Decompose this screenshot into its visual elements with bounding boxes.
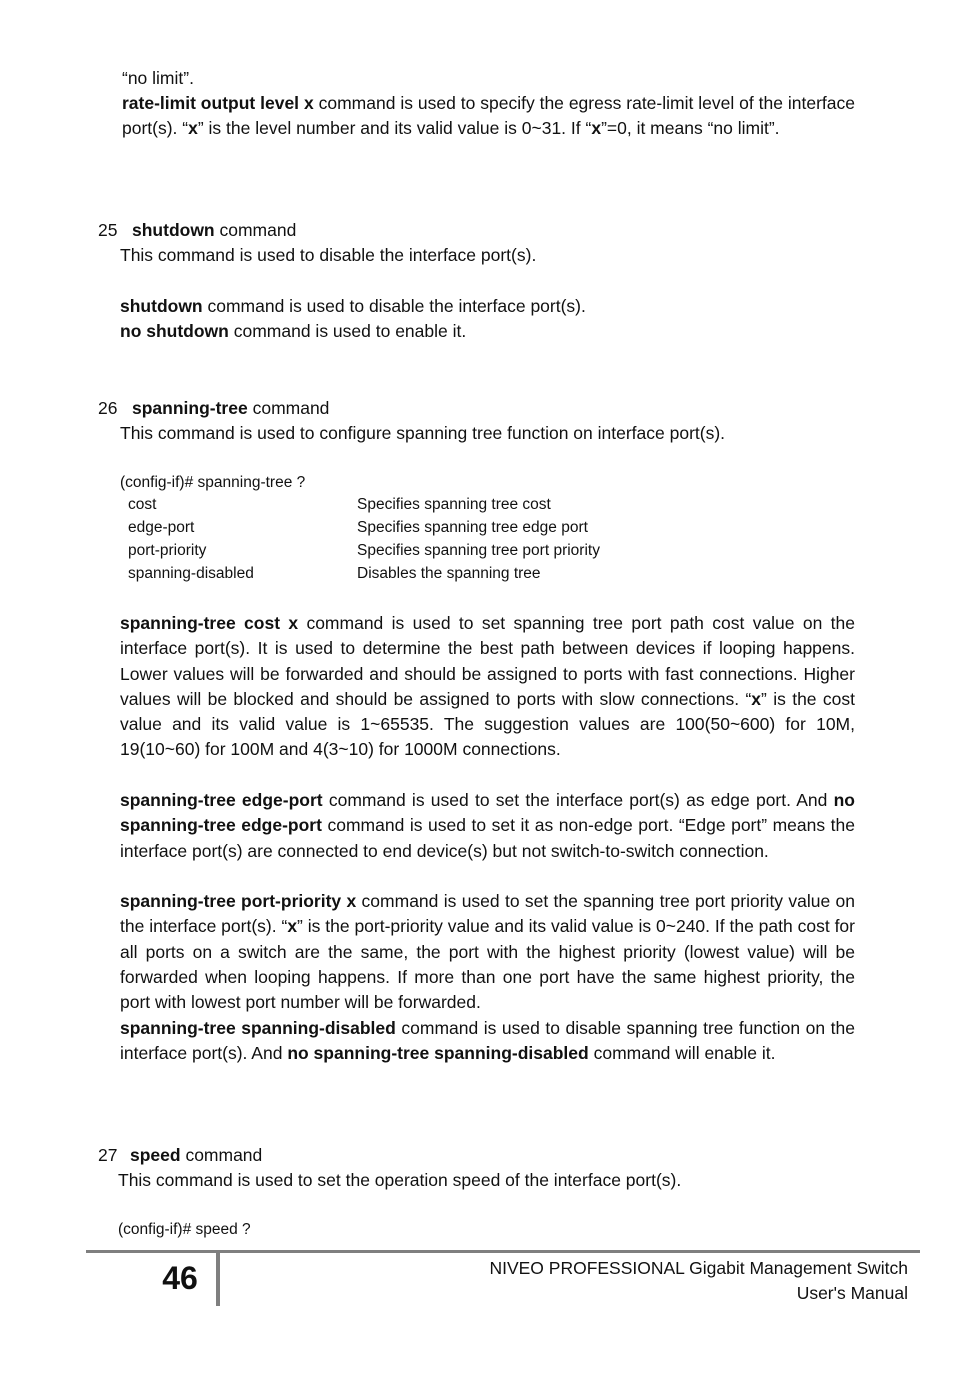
- footer-document-type: User's Manual: [796, 1283, 908, 1303]
- rate-limit-output-paragraph: rate-limit output level x command is used to specify the egress rate-limit level of the interface port(s). “x” is the level number and its valid value is 0~31. If “x”=0, it means “no limit”.: [122, 93, 855, 139]
- port-priority-paragraph: spanning-tree port-priority x command is used to set the spanning tree port priority value on the interface port(s). “x” is the port-priority value and its valid value is 0~240. If the path cost for all ports on a switch are the same, the port with the highest priority (lowest value) will be forwarded when looping happens. If more than one port have the same highest priority, the port with lowest port number will be forwarded.: [120, 891, 856, 1013]
- section-26-description: This command is used to configure spanning tree function on interface port(s).: [120, 423, 726, 443]
- section-27-description: This command is used to set the operation speed of the interface port(s).: [118, 1170, 682, 1190]
- footer-product-name: NIVEO PROFESSIONAL Gigabit Management Switch: [489, 1258, 908, 1278]
- section-26-heading: 26 spanning-tree command: [98, 398, 330, 418]
- footer-vertical-bar: [216, 1253, 220, 1306]
- rate-limit-output-keyword: rate-limit output level x: [122, 93, 314, 113]
- spanning-tree-prompt: (config-if)# spanning-tree ?: [120, 474, 306, 491]
- footer-title: [489, 1256, 908, 1306]
- option-row: port-priority Specifies spanning tree port priority: [128, 542, 600, 559]
- cost-paragraph: spanning-tree cost x command is used to set spanning tree port path cost value on the interface port(s). It is used to determine the best path between devices if looping happens. Lower values will be forwarded and should be assigned to ports with fast connections. Higher values will be blocked and should be assigned to ports with slow connections. “x” is the cost value and its valid value is 1~65535. The suggestion values are 100(50~600) for 10M, 19(10~60) for 100M and 4(3~10) for 1000M connections.: [120, 613, 855, 760]
- option-row: edge-port Specifies spanning tree edge port: [128, 519, 588, 536]
- edge-port-paragraph: spanning-tree edge-port command is used to set the interface port(s) as edge port. And no spanning-tree edge-port command is used to set it as non-edge port. “Edge port” means the interface port(s) are connected to end device(s) but not switch-to-switch connection.: [120, 790, 855, 861]
- spanning-disabled-paragraph: spanning-tree spanning-disabled command is used to disable spanning tree function on the interface port(s). And no spanning-tree spanning-disabled command will enable it.: [120, 1018, 855, 1064]
- section-27-heading: 27 speed command: [98, 1145, 263, 1165]
- section-25-heading: 25 shutdown command: [98, 220, 297, 240]
- section-25-description: This command is used to disable the interface port(s).: [120, 245, 537, 265]
- footer-divider: [86, 1250, 920, 1253]
- option-row: cost Specifies spanning tree cost: [128, 496, 551, 513]
- shutdown-line: shutdown command is used to disable the interface port(s).: [120, 296, 586, 316]
- option-row: spanning-disabled Disables the spanning tree: [128, 565, 541, 582]
- spanning-tree-options-table: [120, 493, 600, 585]
- no-limit-line: “no limit”.: [122, 68, 194, 88]
- page-number: 46: [162, 1260, 198, 1296]
- speed-prompt: (config-if)# speed ?: [118, 1221, 251, 1238]
- no-shutdown-line: no shutdown command is used to enable it.: [120, 321, 467, 341]
